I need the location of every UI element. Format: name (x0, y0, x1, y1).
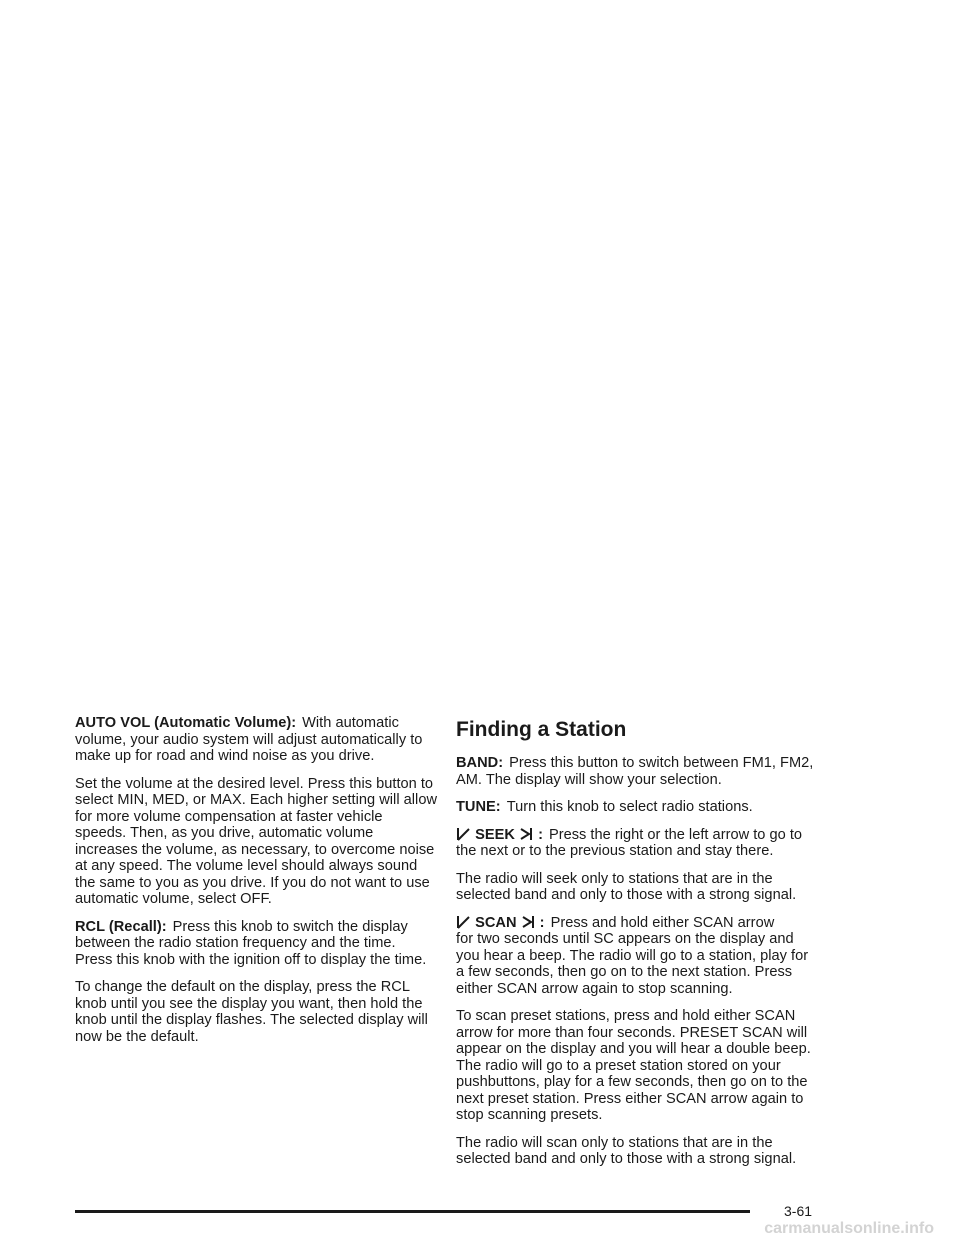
rcl-paragraph (75, 919, 437, 969)
scan-right-arrow-icon (521, 915, 536, 929)
scan-paragraph (456, 915, 820, 998)
seek-colon: : (538, 826, 543, 843)
band-paragraph (456, 755, 820, 788)
seek-left-arrow-icon (456, 827, 471, 841)
band-text: Press this button to switch between FM1, FM2, AM. The display will show your selection. (456, 755, 814, 788)
seek-right-arrow-icon (519, 827, 534, 841)
right-column (456, 715, 820, 1179)
auto-vol-text: With automatic volume, your audio system will adjust automatically to make up for road and wind noise as you drive. (75, 715, 423, 764)
tune-paragraph (456, 799, 820, 816)
tune-text: Turn this knob to select radio stations. (506, 799, 753, 815)
watermark: carmanualsonline.info (764, 1220, 934, 1237)
seek-label: SEEK (475, 826, 515, 843)
auto-vol-term: AUTO VOL (Automatic Volume): (75, 715, 297, 731)
auto-vol-paragraph (75, 715, 437, 765)
scan-note-paragraph: The radio will scan only to stations that are in the selected band and only to those with a strong signal. (456, 1134, 797, 1167)
tune-term: TUNE: (456, 799, 501, 815)
scan-text-rest: for two seconds until SC appears on the display and you hear a beep. The radio will go to a station, play for a few seconds, then go on to the next station. Press either SCAN arrow again to stop scanning. (456, 931, 809, 997)
preset-scan-paragraph: To scan preset stations, press and hold either SCAN arrow for more than four seconds. PRESET SCAN will appear on the display and you will hear a double beep. The radio will go to a preset station stored on your pushbuttons, play for a few seconds, then go on to the next preset station. Press either SCAN arrow again to stop scanning presets. (456, 1008, 811, 1123)
band-term: BAND: (456, 755, 504, 771)
scan-label: SCAN (475, 914, 517, 931)
set-volume-paragraph: Set the volume at the desired level. Press this button to select MIN, MED, or MAX. Each higher setting will allow for more volume compensation at faster vehicle speeds. Then, as you drive, automatic volume increases the volume, as necessary, to overcome noise at any speed. The volume level should always sound the same to you as you drive. If you do not want to use automatic volume, select OFF. (75, 775, 438, 907)
scan-text-first: Press and hold either SCAN arrow (550, 914, 775, 931)
seek-text-first: Press the right or the left arrow to go to (548, 826, 803, 843)
section-heading: Finding a Station (456, 718, 627, 741)
left-column (75, 715, 437, 1056)
footer-rule (75, 1210, 750, 1213)
scan-left-arrow-icon (456, 915, 471, 929)
seek-text-rest: the next or to the previous station and stay there. (456, 843, 774, 859)
page-number: 3-61 (784, 1203, 813, 1219)
seek-paragraph (456, 827, 820, 860)
change-default-paragraph: To change the default on the display, press the RCL knob until you see the display you want, then hold the knob until the display flashes. The selected display will now be the default. (75, 979, 428, 1045)
rcl-term: RCL (Recall): (75, 918, 167, 935)
rcl-text: Press this knob to switch the display between the radio station frequency and the time. Press this knob with the ignition off to display the time. (75, 918, 427, 968)
seek-note-paragraph: The radio will seek only to stations that are in the selected band and only to those with a strong signal. (456, 870, 797, 903)
scan-colon: : (539, 914, 545, 931)
